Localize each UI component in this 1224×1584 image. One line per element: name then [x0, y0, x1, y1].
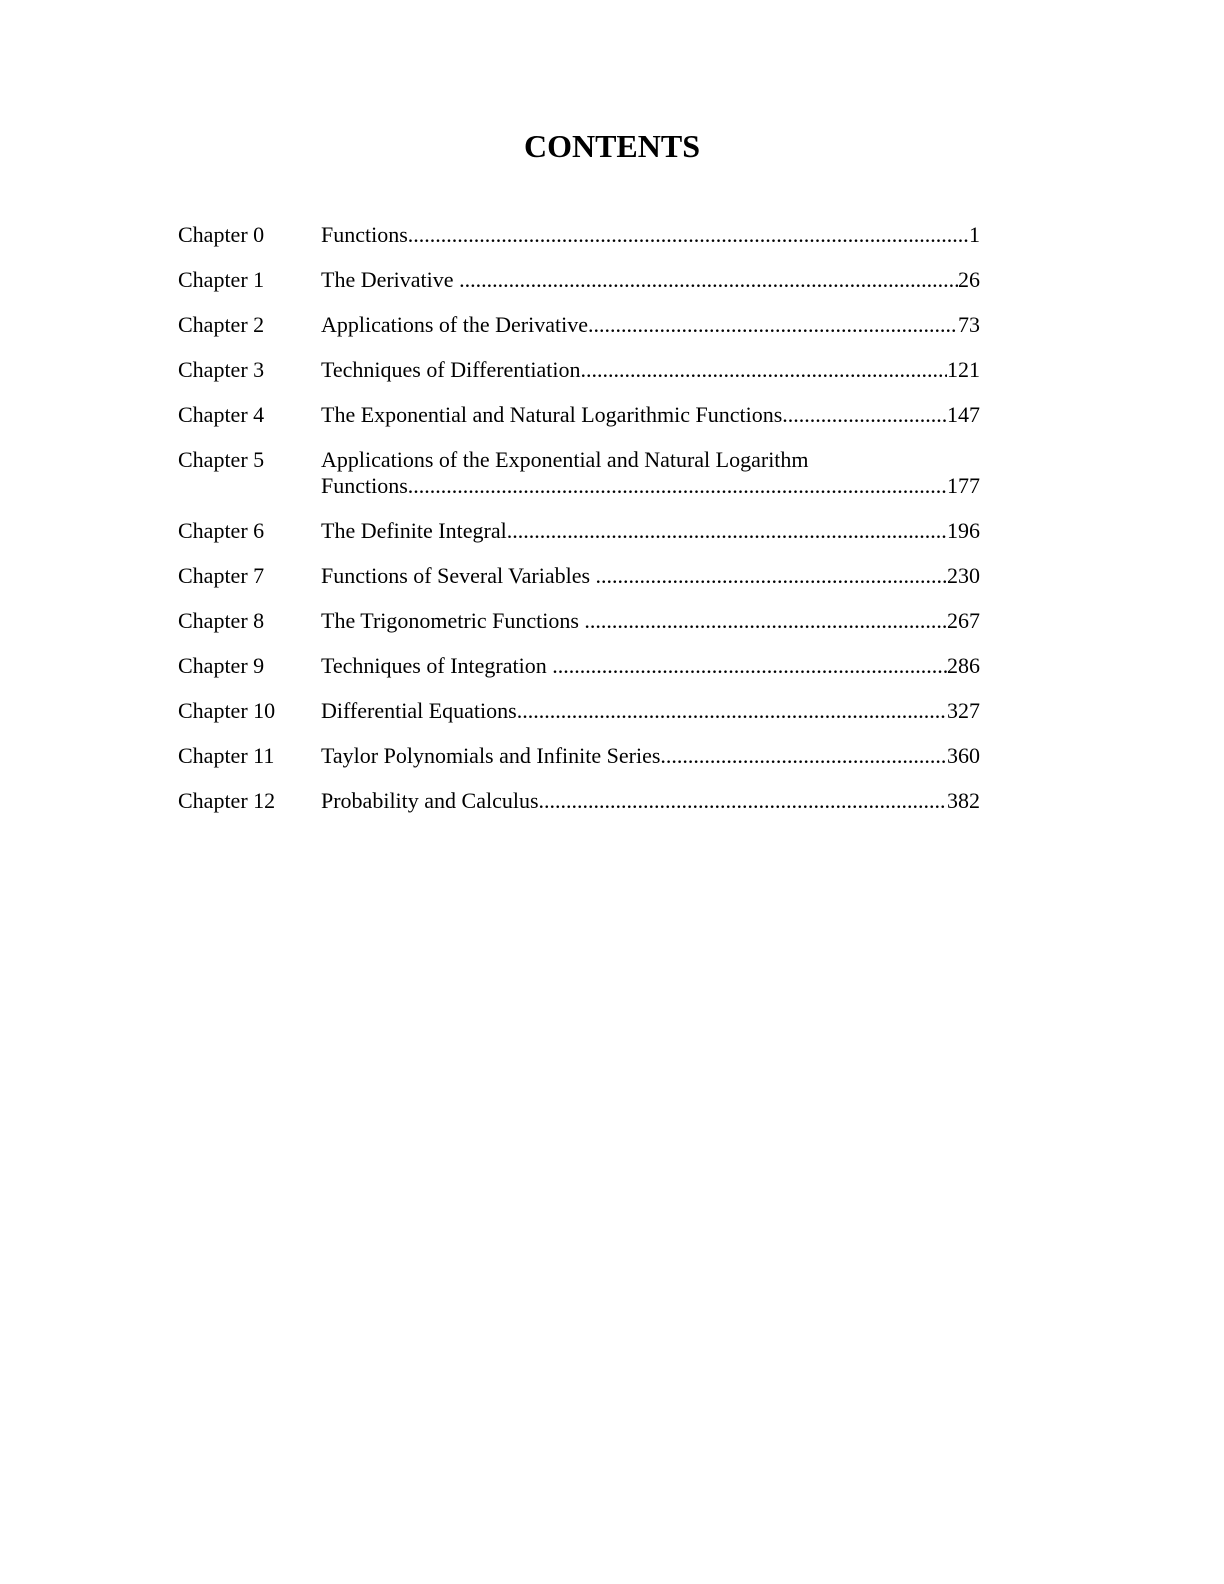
chapter-title: Functions — [321, 222, 408, 247]
toc-entry-chapter-8[interactable] — [178, 608, 980, 634]
table-of-contents — [178, 222, 980, 833]
chapter-title: The Derivative — [321, 267, 460, 292]
chapter-title: Taylor Polynomials and Infinite Series — [321, 743, 661, 768]
chapter-title: The Trigonometric Functions — [321, 608, 585, 633]
dot-leader — [584, 608, 947, 634]
toc-entry-chapter-3[interactable] — [178, 357, 980, 383]
toc-entry-chapter-1[interactable] — [178, 267, 980, 293]
toc-entry-chapter-7[interactable] — [178, 563, 980, 589]
chapter-label: Chapter 5 — [178, 447, 265, 472]
dot-leader — [782, 402, 947, 428]
dot-leader — [408, 222, 969, 248]
chapter-title: The Definite Integral — [321, 518, 507, 543]
dot-leader — [459, 267, 958, 293]
dot-leader — [588, 312, 958, 338]
chapter-label: Chapter 12 — [178, 788, 276, 813]
chapter-label: Chapter 0 — [178, 222, 265, 247]
toc-entry-chapter-6[interactable] — [178, 518, 980, 544]
page-number: 147 — [947, 402, 980, 427]
chapter-title-line-1: Applications of the Exponential and Natural Logarithm — [321, 447, 809, 472]
page-number: 360 — [947, 743, 980, 768]
dot-leader — [581, 357, 947, 383]
chapter-label: Chapter 2 — [178, 312, 265, 337]
chapter-title: The Exponential and Natural Logarithmic Functions — [321, 402, 783, 427]
page-number: 177 — [947, 473, 980, 498]
chapter-label: Chapter 3 — [178, 357, 265, 382]
dot-leader — [507, 518, 947, 544]
chapter-label: Chapter 7 — [178, 563, 265, 588]
page-number: 382 — [947, 788, 980, 813]
dot-leader — [596, 563, 947, 589]
chapter-label: Chapter 10 — [178, 698, 276, 723]
chapter-label: Chapter 1 — [178, 267, 265, 292]
toc-entry-chapter-9[interactable] — [178, 653, 980, 679]
toc-entry-chapter-5[interactable] — [178, 447, 980, 499]
page-number: 26 — [958, 267, 980, 292]
page-number: 1 — [969, 222, 980, 247]
chapter-title: Probability and Calculus — [321, 788, 539, 813]
page-number: 286 — [947, 653, 980, 678]
dot-leader — [408, 473, 947, 499]
dot-leader — [539, 788, 947, 814]
chapter-title: Applications of the Derivative — [321, 312, 588, 337]
toc-entry-chapter-4[interactable] — [178, 402, 980, 428]
chapter-label: Chapter 6 — [178, 518, 265, 543]
toc-entry-chapter-10[interactable] — [178, 698, 980, 724]
chapter-title: Techniques of Integration — [321, 653, 553, 678]
toc-entry-chapter-0[interactable] — [178, 222, 980, 248]
dot-leader — [517, 698, 947, 724]
page-number: 267 — [947, 608, 980, 633]
chapter-title: Techniques of Differentiation — [321, 357, 581, 382]
page-number: 73 — [958, 312, 980, 337]
chapter-title: Functions — [321, 473, 408, 498]
toc-entry-chapter-2[interactable] — [178, 312, 980, 338]
toc-entry-chapter-12[interactable] — [178, 788, 980, 814]
chapter-label: Chapter 4 — [178, 402, 265, 427]
chapter-title: Functions of Several Variables — [321, 563, 596, 588]
chapter-label: Chapter 9 — [178, 653, 265, 678]
page-number: 327 — [947, 698, 980, 723]
page-number: 196 — [947, 518, 980, 543]
chapter-title: Differential Equations — [321, 698, 517, 723]
page-number: 121 — [947, 357, 980, 382]
dot-leader — [552, 653, 947, 679]
chapter-label: Chapter 11 — [178, 743, 275, 768]
page-number: 230 — [947, 563, 980, 588]
chapter-label: Chapter 8 — [178, 608, 265, 633]
page-title: CONTENTS — [523, 128, 701, 164]
toc-entry-chapter-11[interactable] — [178, 743, 980, 769]
dot-leader — [660, 743, 947, 769]
